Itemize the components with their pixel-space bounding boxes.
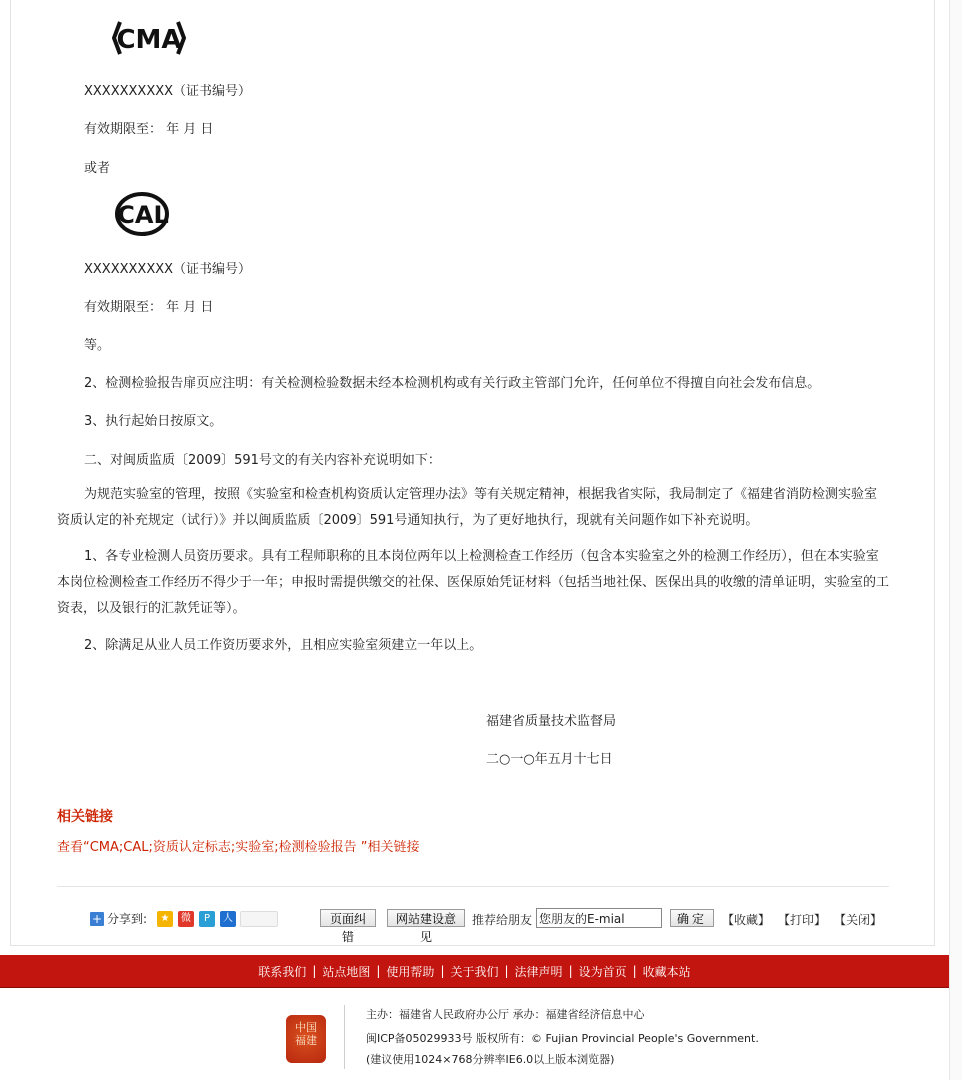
issue-date: 二○一○年五月十七日	[486, 752, 613, 767]
cma-valid-until: 有效期限至： 年 月 日	[84, 122, 214, 137]
related-links-title: 相关链接	[57, 809, 113, 825]
footer-link-sitemap[interactable]: 站点地图	[322, 964, 371, 979]
window-right-edge	[949, 0, 962, 1080]
share-more-box[interactable]	[240, 911, 278, 927]
footer-browser-note: (建议使用1024×768分辨率IE6.0以上版本浏览器)	[366, 1053, 615, 1066]
or-text: 或者	[84, 161, 111, 176]
confirm-button[interactable]: 确定	[670, 909, 714, 927]
content-frame	[10, 0, 935, 946]
cal-logo-icon	[113, 191, 171, 237]
share-plus-icon: +	[91, 911, 103, 926]
favorite-link[interactable]: 【收藏】	[722, 913, 771, 927]
cma-logo-icon	[112, 18, 186, 58]
divider	[57, 886, 889, 887]
footer-divider	[344, 1005, 345, 1069]
seal-text: 中国福建	[295, 1021, 317, 1047]
svg-text:CAL: CAL	[117, 201, 169, 229]
tqq-icon-glyph: P	[203, 913, 211, 924]
qzone-icon-glyph: ★	[160, 913, 170, 924]
requirement-1-paragraph: 1、各专业检测人员资历要求。具有工程师职称的且本岗位两年以上检测检查工作经历（包含本实验室之外的检测工作经历），但在本实验室本岗位检测检查工作经历不得少于一年；申报时需提供缴交的社保、医保原始凭证材料（包括当地社保、医保出具的收缴的清单证明，实验室的工资表，以及银行的汇款凭证等）。	[57, 549, 890, 616]
site-feedback-button[interactable]: 网站建设意见	[387, 909, 465, 927]
renren-icon[interactable]	[220, 911, 236, 927]
etc-text: 等。	[84, 338, 111, 353]
share-to[interactable]	[90, 910, 147, 927]
friend-email-input[interactable]	[536, 908, 662, 928]
close-link[interactable]: 【关闭】	[834, 913, 883, 927]
footer-separator: |	[440, 964, 445, 978]
item-3: 3、执行起始日按原文。	[84, 414, 223, 429]
cal-valid-until: 有效期限至： 年 月 日	[84, 300, 214, 315]
footer-separator: |	[376, 964, 381, 978]
fujian-seal-logo	[286, 1015, 326, 1063]
cma-cert-number: XXXXXXXXXX（证书编号）	[84, 84, 252, 99]
footer-separator: |	[504, 964, 509, 978]
share-label: 分享到:	[107, 912, 148, 926]
requirement-2: 2、除满足从业人员工作资历要求外，且相应实验室须建立一年以上。	[84, 638, 483, 653]
weibo-icon[interactable]	[178, 911, 194, 927]
intro-paragraph: 为规范实验室的管理，按照《实验室和检查机构资质认定管理办法》等有关规定精神，根据我省实际，我局制定了《福建省消防检测实验室资质认定的补充规定（试行）》并以闽质监质〔2009〕591号通知执行，为了更好地执行，现就有关问题作如下补充说明。	[57, 487, 878, 528]
footer-link-bookmark[interactable]: 收藏本站	[642, 964, 691, 979]
footer-link-help[interactable]: 使用帮助	[386, 964, 435, 979]
page-correction-button[interactable]: 页面纠错	[320, 909, 376, 927]
footer-link-contact[interactable]: 联系我们	[258, 964, 307, 979]
footer-link-about[interactable]: 关于我们	[450, 964, 499, 979]
footer-link-legal[interactable]: 法律声明	[514, 964, 563, 979]
tqq-icon[interactable]	[199, 911, 215, 927]
footer-separator: |	[568, 964, 573, 978]
renren-icon-glyph: 人	[223, 913, 233, 924]
cal-cert-number: XXXXXXXXXX（证书编号）	[84, 262, 252, 277]
section-2-heading: 二、对闽质监质〔2009〕591号文的有关内容补充说明如下：	[84, 453, 441, 468]
related-links-link[interactable]: 查看“CMA;CAL;资质认定标志;实验室;检测检验报告 ”相关链接	[57, 840, 420, 855]
footer-nav	[0, 955, 949, 988]
signer: 福建省质量技术监督局	[486, 714, 617, 729]
footer-icp: 闽ICP备05029933号 版权所有：© Fujian Provincial People's Government.	[366, 1032, 759, 1045]
footer-separator: |	[632, 964, 637, 978]
recommend-label: 推荐给朋友	[472, 913, 533, 927]
footer-link-homepage[interactable]: 设为首页	[578, 964, 627, 979]
print-link[interactable]: 【打印】	[778, 913, 827, 927]
footer-separator: |	[312, 964, 317, 978]
weibo-icon-glyph: 微	[181, 913, 191, 924]
item-2: 2、检测检验报告扉页应注明：有关检测检验数据未经本检测机构或有关行政主管部门允许，任何单位不得擅自向社会发布信息。	[84, 376, 821, 391]
qzone-icon[interactable]	[157, 911, 173, 927]
svg-text:CMA: CMA	[116, 25, 182, 55]
footer-sponsor: 主办：福建省人民政府办公厅 承办：福建省经济信息中心	[366, 1008, 645, 1021]
